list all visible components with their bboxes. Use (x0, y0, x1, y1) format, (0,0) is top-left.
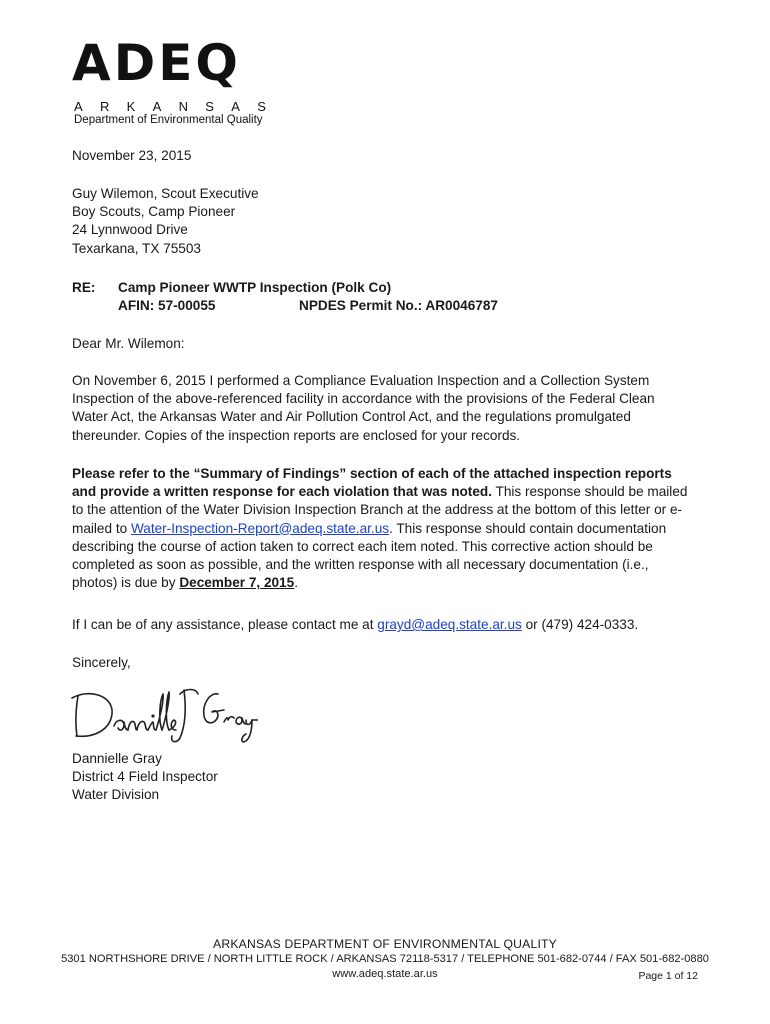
inspection-report-email-link[interactable]: Water-Inspection-Report@adeq.state.ar.us (130, 520, 390, 536)
signer-block (72, 750, 218, 805)
findings-instruction: Please refer to the “Summary of Findings” section of each of the attached inspection reports and provide a written response for each violation that was noted. (72, 466, 672, 500)
adeq-logo: ADEQ (72, 34, 241, 92)
re-permit: NPDES Permit No.: AR0046787 (299, 298, 498, 313)
recipient-line: Guy Wilemon, Scout Executive (72, 186, 259, 201)
paragraph-text: or (479) 424-0333. (521, 617, 639, 632)
footer-address: 5301 NORTHSHORE DRIVE / NORTH LITTLE ROCK / ARKANSAS 72118-5317 / TELEPHONE 501-682-0744 / FAX 501-682-0880 (61, 953, 709, 965)
footer-website: www.adeq.state.ar.us (332, 968, 438, 980)
signer-name: Dannielle Gray (72, 751, 162, 766)
body-paragraph-1: On November 6, 2015 I performed a Compliance Evaluation Inspection and a Collection System Inspection of the above-referenced facility in accordance with the provisions of the Federal Clean Water Act, the Arkansas Water and Air Pollution Control Act, and the regulations promulgated thereunder. Copies of the inspection reports are enclosed for your records. (72, 373, 655, 443)
handwritten-signature (68, 680, 258, 751)
page-number: Page 1 of 12 (638, 970, 698, 982)
letter-date: November 23, 2015 (72, 148, 192, 163)
re-afin: AFIN: 57-00055 (118, 298, 216, 313)
paragraph-text: This response should be mailed to the attention of the Water Division Inspection Branch at the address at the bottom of this letter or e-mailed to (72, 484, 688, 536)
paragraph-text: If I can be of any assistance, please contact me at (72, 617, 378, 632)
salutation: Dear Mr. Wilemon: (72, 336, 185, 351)
recipient-line: Boy Scouts, Camp Pioneer (72, 204, 236, 220)
logo-state-text: ARKANSAS (74, 99, 284, 114)
closing: Sincerely, (72, 655, 131, 670)
paragraph-text: . This response should contain documentation describing the course of action taken to correct each item noted. This corrective action should be completed as soon as possible, and the written response with all necessary documentation (i.e., photos) is due by (72, 520, 667, 591)
due-date: December 7, 2015 (179, 575, 295, 591)
signer-division: Water Division (72, 787, 160, 803)
recipient-address (72, 185, 259, 258)
recipient-line: Texarkana, TX 75503 (72, 240, 201, 256)
body-paragraph-2 (72, 465, 692, 592)
inspector-email-link[interactable]: grayd@adeq.state.ar.us (377, 617, 522, 632)
logo-department-text: Department of Environmental Quality (74, 114, 263, 126)
body-paragraph-3 (72, 616, 692, 634)
footer-department: ARKANSAS DEPARTMENT OF ENVIRONMENTAL QUALITY (212, 937, 557, 951)
re-label: RE: (72, 280, 96, 295)
paragraph-text: . (294, 575, 298, 591)
signer-title: District 4 Field Inspector (72, 769, 218, 785)
recipient-line: 24 Lynnwood Drive (72, 222, 188, 238)
re-subject: Camp Pioneer WWTP Inspection (Polk Co) (118, 280, 392, 295)
